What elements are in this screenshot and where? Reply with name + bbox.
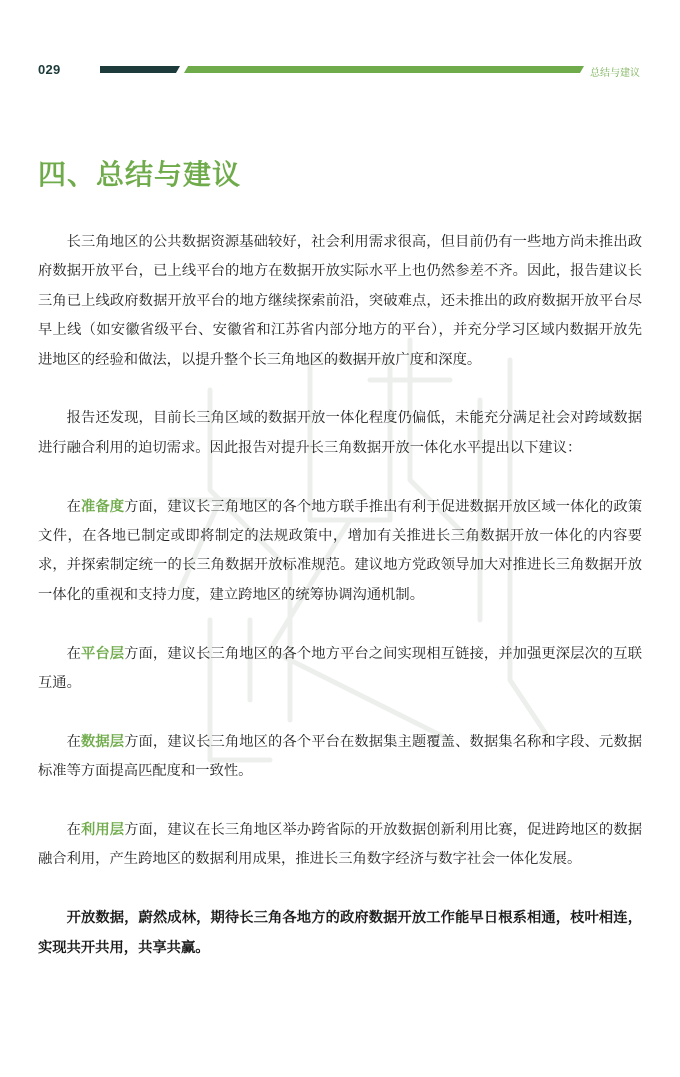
paragraph-summary: 长三角地区的公共数据资源基础较好，社会利用需求很高，但目前仍有一些地方尚未推出政府数据开放平台，已上线平台的地方在数据开放实际水平上也仍然参差不齐。因此，报告建议长三角已上线政府数据开放平台的地方继续探索前沿，突破难点，还未推出的政府数据开放平台尽早上线（如安徽省级平台、安徽省和江苏省内部分地方的平台），并充分学习区域内数据开放先进地区的经验和做法，以提升整个长三角地区的数据开放广度和深度。 bbox=[38, 234, 642, 368]
paragraph-closing: 开放数据，蔚然成林，期待长三角各地方的政府数据开放工作能早日根系相通，枝叶相连，实现共开共用，共享共赢。 bbox=[38, 910, 642, 956]
paragraph-data bbox=[38, 728, 642, 787]
paragraph-body: 方面，建议长三角地区的各个地方联手推出有利于促进数据开放区域一体化的政策文件，在各地已制定或即将制定的法规政策中，增加有关推进长三角数据开放一体化的内容要求，并探索制定统一的长三角数据开放标准规范。建议地方党政领导加大对推进长三角数据开放一体化的重视和支持力度，建立跨地区的统筹协调沟通机制。 bbox=[38, 498, 643, 603]
header-divider-bar bbox=[100, 66, 584, 73]
page-number: 029 bbox=[38, 62, 61, 77]
highlight-data: 数据层 bbox=[80, 733, 125, 750]
paragraph-prefix: 在 bbox=[66, 733, 81, 750]
paragraph-utilization bbox=[38, 816, 642, 875]
paragraph-platform bbox=[38, 640, 642, 699]
body-text bbox=[38, 228, 642, 963]
section-title: 四、总结与建议 bbox=[38, 158, 242, 191]
highlight-readiness: 准备度 bbox=[80, 498, 125, 515]
paragraph-prefix: 在 bbox=[66, 498, 81, 515]
paragraph-readiness bbox=[38, 493, 642, 611]
paragraph-prefix: 在 bbox=[66, 822, 81, 839]
highlight-platform: 平台层 bbox=[80, 645, 125, 662]
paragraph-prefix: 在 bbox=[66, 645, 81, 662]
section-label: 总结与建议 bbox=[590, 68, 640, 79]
paragraph-body: 方面，建议长三角地区的各个平台在数据集主题覆盖、数据集名称和字段、元数据标准等方面提高匹配度和一致性。 bbox=[38, 733, 643, 780]
paragraph-body: 方面，建议长三角地区的各个地方平台之间实现相互链接，并加强更深层次的互联互通。 bbox=[38, 645, 643, 692]
highlight-utilization: 利用层 bbox=[80, 822, 125, 839]
paragraph-body: 方面，建议在长三角地区举办跨省际的开放数据创新利用比赛，促进跨地区的数据融合利用，产生跨地区的数据利用成果，推进长三角数字经济与数字社会一体化发展。 bbox=[38, 822, 643, 868]
page-header bbox=[0, 0, 680, 100]
paragraph-findings: 报告还发现，目前长三角区域的数据开放一体化程度仍偏低，未能充分满足社会对跨域数据进行融合利用的迫切需求。因此报告对提升长三角数据开放一体化水平提出以下建议： bbox=[38, 410, 642, 456]
